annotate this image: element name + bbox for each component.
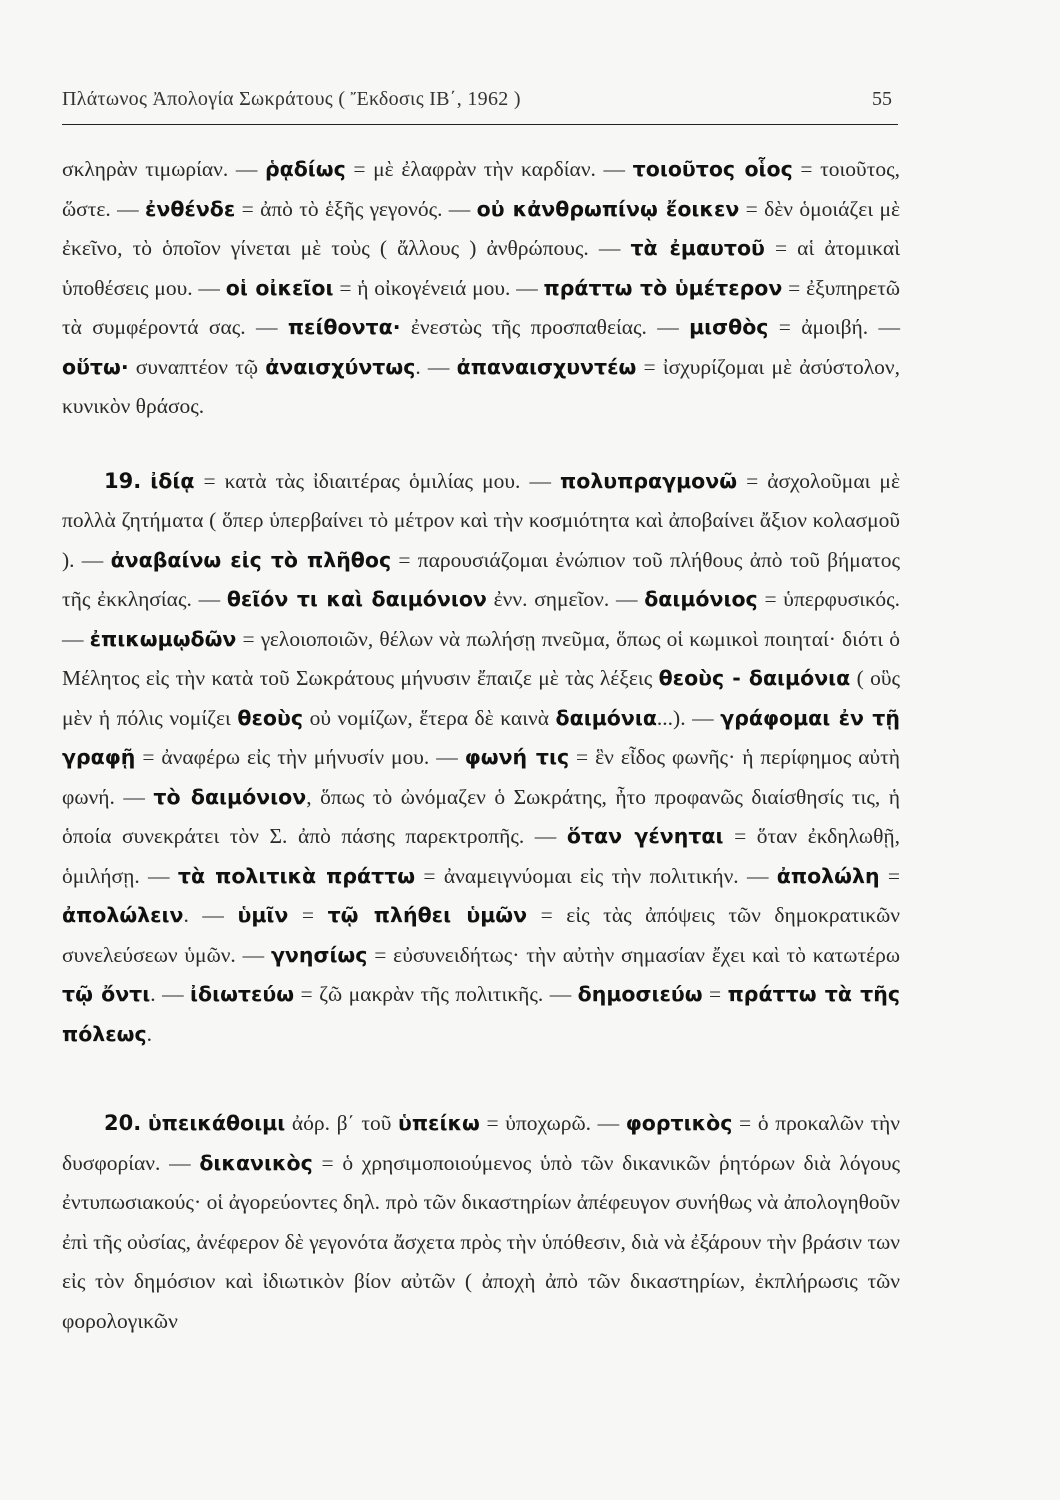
lemma: ἀναβαίνω εἰς τὸ πλῆθος bbox=[110, 547, 392, 572]
gloss-text: = μὲ ἐλαφρὰν τὴν καρδίαν. — bbox=[345, 157, 633, 181]
lemma: τὰ ἐμαυτοῦ bbox=[630, 236, 765, 260]
lemma: γράφομαι ἐν τῇ γραφῇ bbox=[62, 705, 900, 769]
gloss-text: = ἀσχολοῦμαι μὲ πολλὰ ζητήματα ( ὅπερ ὑπερβαίνει τὸ μέτρον καὶ τὴν κοσμιότητα καὶ ἀποβαίνει ἄξιον κολασμοῦ ). — bbox=[62, 468, 900, 572]
gloss-text: = ἀπὸ τὸ ἑξῆς γεγονός. — bbox=[235, 196, 477, 221]
page-number: 55 bbox=[872, 88, 892, 110]
lemma: ἀπαναισχυντέω bbox=[456, 354, 637, 379]
gloss-text: . — bbox=[150, 982, 191, 1006]
gloss-text: = ἀναφέρω εἰς τὴν μήνυσίν μου. — bbox=[135, 745, 465, 769]
lemma: φωνή τις bbox=[464, 745, 570, 769]
gloss-text: = ὁ προκαλῶν τὴν δυσφορίαν. — bbox=[62, 1111, 900, 1175]
lemma: δικανικὸς bbox=[199, 1150, 313, 1175]
gloss-text: = bbox=[288, 903, 328, 927]
lemma: ἰδιωτεύω bbox=[190, 982, 295, 1006]
gloss-text: συναπτέον τῷ bbox=[128, 354, 266, 379]
gloss-text: = ἐξυπηρετῶ τὰ συμφέροντά σας. — bbox=[62, 275, 900, 339]
gloss-text: = bbox=[702, 982, 728, 1006]
lemma: γνησίως bbox=[270, 942, 368, 967]
gloss-text: , ὅπως τὸ ὠνόμαζεν ὁ Σωκράτης, ἦτο προφανῶς διαίσθησίς τις, ἡ ὁποία συνεκράτει τὸν Σ. ἀπὸ πάσης παρεκτροπῆς. — bbox=[62, 784, 900, 848]
lemma: δημοσιεύω bbox=[577, 982, 703, 1006]
gloss-text: = ὑπερφυσικός. — bbox=[62, 587, 900, 651]
lemma: τὰ πολιτικὰ πράττω bbox=[177, 863, 416, 888]
gloss-text: . — bbox=[415, 354, 457, 379]
lemma: οὐ κἀνθρωπίνῳ ἔοικεν bbox=[476, 196, 740, 221]
gloss-text: . — bbox=[183, 903, 238, 927]
commentary-paragraph-20 bbox=[62, 1104, 900, 1341]
lemma: ἐπικωμῳδῶν bbox=[89, 626, 237, 651]
gloss-text: = αἱ ἀτομικαὶ ὑποθέσεις μου. — bbox=[62, 236, 900, 300]
lemma: δαιμόνια bbox=[555, 705, 657, 730]
gloss-text: = τοιοῦτος, ὥστε. — bbox=[62, 157, 900, 221]
lemma: οἱ οἰκεῖοι bbox=[225, 275, 334, 300]
gloss-text: ἀόρ. β΄ τοῦ bbox=[285, 1111, 398, 1135]
lemma: ὅταν γένηται bbox=[566, 824, 724, 848]
gloss-text: = κατὰ τὰς ἰδιαιτέρας ὁμιλίας μου. — bbox=[194, 468, 561, 493]
lemma: ῥᾳδίως bbox=[264, 157, 346, 181]
gloss-text: σκληρὰν τιμωρίαν. — bbox=[62, 157, 265, 181]
lemma: τὸ δαιμόνιον bbox=[153, 784, 307, 809]
gloss-text: = γελοιοποιῶν, θέλων νὰ πωλήσῃ πνεῦμα, ὅπως οἱ κωμικοὶ ποιηταί· διότι ὁ Μέλητος εἰς τὴν κατὰ τοῦ Σωκράτους μήνυσιν ἔπαιζε μὲ τὰς λέξεις bbox=[62, 626, 900, 690]
gloss-text: = ἰσχυρίζομαι μὲ ἀσύστολον, κυνικὸν θράσος. bbox=[62, 354, 901, 418]
gloss-text: = εἰς τὰς ἀπόψεις τῶν δημοκρατικῶν συνελεύσεων ὑμῶν. — bbox=[62, 903, 900, 967]
gloss-text: = παρουσιάζομαι ἐνώπιον τοῦ πλήθους ἀπὸ τοῦ βήματος τῆς ἐκκλησίας. — bbox=[62, 547, 900, 611]
lemma: οὕτω· bbox=[62, 354, 129, 379]
lemma: πείθοντα· bbox=[287, 315, 401, 339]
gloss-text: = ἀμοιβή. — bbox=[768, 315, 900, 339]
section-number: 19. bbox=[104, 468, 142, 493]
lemma: δαιμόνιος bbox=[644, 587, 758, 611]
lemma: τῷ πλήθει ὑμῶν bbox=[327, 903, 528, 927]
lemma: πράττω τὸ ὑμέτερον bbox=[543, 275, 783, 300]
gloss-text: ἐνν. σημεῖον. — bbox=[486, 587, 645, 611]
gloss-text: ἐνεστὼς τῆς προσπαθείας. — bbox=[400, 315, 690, 339]
gloss-text: ...). — bbox=[656, 705, 721, 730]
lemma: ἰδίᾳ bbox=[150, 468, 195, 493]
gloss-text: οὐ νομίζων, ἕτερα δὲ καινὰ bbox=[302, 705, 556, 730]
gloss-text: = ὑποχωρῶ. — bbox=[479, 1111, 626, 1135]
gloss-text: = ἓν εἶδος φωνῆς· ἡ περίφημος αὐτὴ φωνή. — bbox=[62, 745, 900, 809]
lemma: ὑπείκω bbox=[398, 1111, 480, 1135]
commentary-paragraph-18 bbox=[62, 150, 900, 427]
commentary-body bbox=[62, 150, 900, 1341]
gloss-text: = ἡ οἰκογένειά μου. — bbox=[333, 275, 544, 300]
gloss-text: = bbox=[879, 863, 900, 888]
lemma: ὑπεικάθοιμι bbox=[147, 1111, 286, 1135]
running-head: Πλάτωνος Ἀπολογία Σωκράτους ( Ἔκδοσις ΙΒ΄, 1962 ) bbox=[62, 88, 521, 110]
lemma: μισθὸς bbox=[689, 315, 769, 339]
lemma: θεῖόν τι καὶ δαιμόνιον bbox=[226, 587, 487, 611]
gloss-text: = δὲν ὁμοιάζει μὲ ἐκεῖνο, τὸ ὁποῖον γίνεται μὲ τοὺς ( ἄλλους ) ἀνθρώπους. — bbox=[62, 196, 900, 260]
lemma: θεοὺς bbox=[237, 705, 303, 730]
lemma: τοιοῦτος οἷος bbox=[632, 157, 793, 181]
lemma: ὑμῖν bbox=[237, 903, 289, 927]
lemma: ἀπολώλειν bbox=[62, 903, 184, 927]
lemma: ἀναισχύντως bbox=[265, 354, 416, 379]
gloss-text: = εὐσυνειδήτως· τὴν αὐτὴν σημασίαν ἔχει καὶ τὸ κατωτέρω bbox=[367, 942, 900, 967]
lemma: φορτικὸς bbox=[625, 1111, 733, 1135]
header-rule bbox=[62, 124, 898, 125]
lemma: τῷ ὄντι bbox=[62, 982, 151, 1006]
gloss-text: = ζῶ μακρὰν τῆς πολιτικῆς. — bbox=[294, 982, 578, 1006]
gloss-text: ( οὓς μὲν ἡ πόλις νομίζει bbox=[62, 666, 900, 730]
gloss-text: . bbox=[146, 1021, 153, 1046]
lemma: πολυπραγμονῶ bbox=[560, 468, 738, 493]
section-number: 20. bbox=[104, 1111, 142, 1135]
lemma: ἐνθένδε bbox=[144, 196, 236, 221]
gloss-text: = ὅταν ἐκδηλωθῇ, ὁμιλήσῃ. — bbox=[62, 824, 900, 888]
gloss-text: = ὁ χρησιμοποιούμενος ὑπὸ τῶν δικανικῶν ῥητόρων διὰ λόγους ἐντυπωσιακούς· οἱ ἀγορεύοντες δηλ. πρὸ τῶν δικαστηρίων ἀπέφευγον συνήθως νὰ ἀπολογηθοῦν ἐπὶ τῆς οὐσίας, ἀνέφερον δὲ γεγονότα ἄσχετα πρὸς τὴν ὑπόθεσιν, διὰ νὰ ἐξάρουν τὴν βράσιν των εἰς τὸν δημόσιον καὶ ἰδιωτικὸν βίον αὐτῶν ( ἀποχὴ ἀπὸ τῶν δικαστηρίων, ἐκπλήρωσις τῶν φορολογικῶν bbox=[62, 1150, 900, 1333]
gloss-text: = ἀναμειγνύομαι εἰς τὴν πολιτικήν. — bbox=[415, 863, 777, 888]
commentary-paragraph-19 bbox=[62, 462, 900, 1055]
lemma: θεοὺς - δαιμόνια bbox=[658, 666, 851, 690]
lemma: πράττω τὰ τῆς πόλεως bbox=[62, 982, 900, 1046]
lemma: ἀπολώλη bbox=[776, 863, 880, 888]
